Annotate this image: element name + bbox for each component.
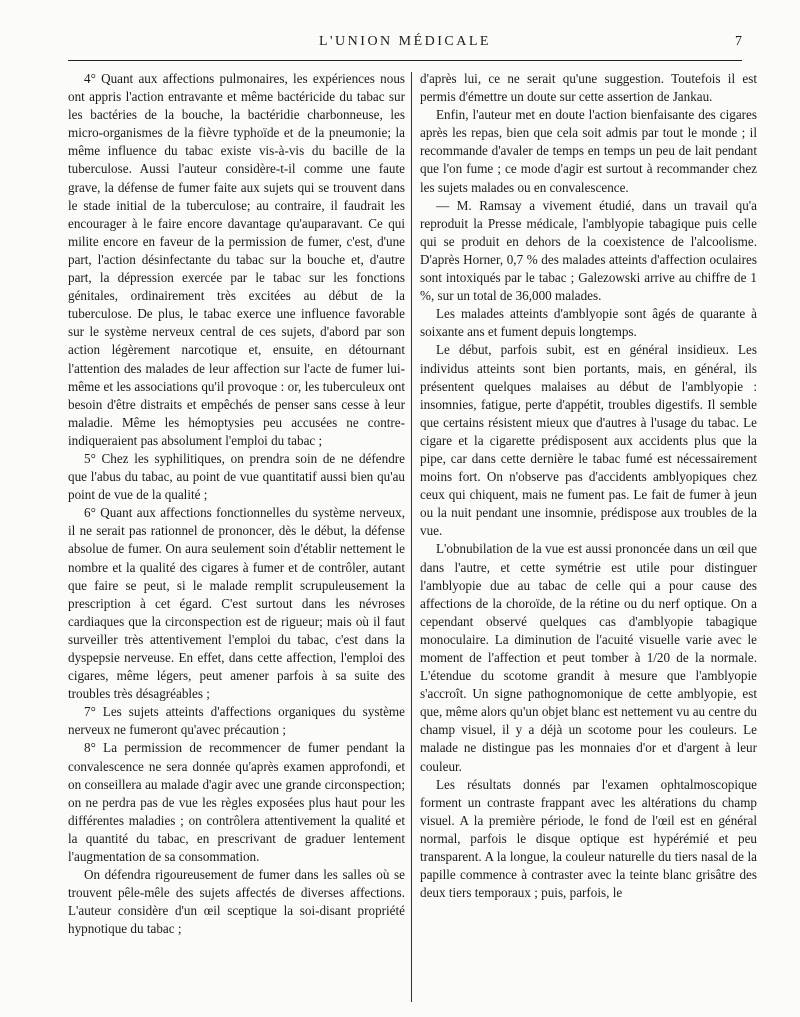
paragraph-obnubilation: L'obnubilation de la vue est aussi prononcée dans un œil que dans l'autre, et cette symétrie est utile pour distinguer l'amblyopie due au tabac de celle qui a pour cause des affections de la choroïde, de la rétine ou du nerf optique. On a cependant observé quelques cas d'amblyopie tabagique monoculaire. La diminution de l'acuité visuelle varie avec le moment de l'affection et peut tomber à 1/20 de la normale. L'étendue du scotome grandit à mesure que l'amblyopie s'accroît. Un signe pathognomonique de cette amblyopie, est que, même alors qu'un objet blanc est nettement vu au centre du champ visuel, il y a déjà un scotome pour les couleurs. Le malade ne distingue pas les monnaies d'or et d'argent à leur couleur. [420, 541, 757, 774]
paragraph-syphilitics: 5° Chez les syphilitiques, on prendra soin de ne défendre que l'abus du tabac, au point de vue quantitatif aussi bien qu'au point de vue de la qualité ; [68, 450, 405, 503]
running-title: L'UNION MÉDICALE [318, 34, 491, 49]
paragraph-cigars-after-meals: Enfin, l'auteur met en doute l'action bienfaisante des cigares après les repas, bien que cela soit admis par tout le monde ; il recommande d'avaler de temps en temps un peu de lait pendant que l'on fume ; ce mode d'agir est surtout à recommander chez les sujets malades ou en convalescence. [420, 107, 757, 195]
paragraph-continuation: d'après lui, ce ne serait qu'une suggestion. Toutefois il est permis d'émettre un doute sur cette assertion de Jankau. [420, 71, 757, 105]
paragraph-onset: Le début, parfois subit, est en général insidieux. Les individus atteints sont bien portants, mais, en général, ils présentent quelques malaises au début de l'amblyopie : insomnies, fatigue, perte d'appétit, troubles digestifs. Il semble que certains résistent mieux que d'autres à l'usage du tabac. Le cigare et la cigarette prédisposent aux accidents plus que la pipe, car dans cette dernière le tabac fumé est nécessairement moins fort. On n'observe pas d'accidents amblyopiques chez ceux qui chiquent, mais ne fument pas. Le fait de fumer à jeun ou la nuit pendant une insomnie, prédispose aux troubles de la vue. [420, 342, 757, 539]
paragraph-convalescence: 8° La permission de recommencer de fumer pendant la convalescence ne sera donnée qu'après examen approfondi, et on conseillera au malade d'agir avec une grande circonspection; on ne perdra pas de vue les règles exposées plus haut pour les différentes maladies ; on contrôlera attentivement la qualité et la quantité du tabac, en prescrivant de graduer lentement l'augmentation de sa consommation. [68, 740, 405, 865]
paragraph-organic-nervous: 7° Les sujets atteints d'affections organiques du système nerveux ne fumeront qu'avec précaution ; [68, 704, 405, 738]
paragraph-age: Les malades atteints d'amblyopie sont âgés de quarante à soixante ans et fument depuis longtemps. [420, 306, 757, 340]
column-divider [411, 72, 412, 1002]
paragraph-ophthalmoscopy: Les résultats donnés par l'examen ophtalmoscopique forment un contraste frappant avec les altérations du champ visuel. A la première période, le fond de l'œil est en général normal, parfois le disque optique est hypérémié et peu transparent. A la longue, la couleur naturelle du tiers nasal de la papille commence à contraster avec la teinte blanc grisâtre des deux tiers temporaux ; puis, parfois, le [420, 776, 757, 901]
page-number: 7 [735, 34, 742, 49]
paragraph-ramsay: — M. Ramsay a vivement étudié, dans un travail qu'a reproduit la Presse médicale, l'amblyopie tabagique puis celle qui se produit en dehors de la coexistence de l'alcoolisme. D'après Horner, 0,7 % des malades atteints d'affection oculaires sont intoxiqués par le tabac ; Galezowski arrive au chiffre de 1 %, sur un total de 36,000 malades. [420, 197, 757, 304]
header-rule [68, 60, 742, 61]
left-column [68, 70, 405, 939]
page-header [68, 34, 742, 56]
paragraph-pulmonary: 4° Quant aux affections pulmonaires, les expériences nous ont appris l'action entravante et même bactéricide du tabac sur les bactéries de la bouche, la bactéridie charbonneuse, les micro-organismes de la fièvre typhoïde et de la pneumonie; la même influence du tabac existe vis-à-vis du bacille de la tuberculose. Aussi l'auteur considère-t-il comme une faute grave, la défense de fumer faite aux sujets qui se trouvent dans le stade initial de la tuberculose; au contraire, il faudrait les encourager à le faire encore davantage qu'auparavant. Ce qui milite encore en faveur de la permission de fumer, c'est, d'une part, l'action désinfectante du tabac sur la bouche et, d'autre part, la dépression exercée par le tabac sur les fonctions génitales, ordinairement très excitées au début de la tuberculose. De plus, le tabac exerce une influence favorable sur le système nerveux central de ces sujets, d'abord par son action légèrement narcotique et, ensuite, en détournant l'attention des malades de leur affection sur l'acte de fumer lui-même et les associations qu'il provoque : or, les tuberculeux ont besoin d'être distraits et empêchés de penser sans cesse à leur maladie. Même les hémoptysies peu accusées ne contre-indiqueraient pas absolument l'emploi du tabac ; [68, 71, 405, 448]
paragraph-functional-nervous: 6° Quant aux affections fonctionnelles du système nerveux, il ne serait pas rationnel de prononcer, dès le début, la défense absolue de fumer. On aura seulement soin d'établir nettement le nombre et la qualité des cigares à fumer et de contrôler, autant que faire se peut, si le malade remplit scrupuleusement la prescription à cet égard. C'est surtout dans les névroses cardiaques que la circonspection est de rigueur; mais où il faut surveiller très attentivement l'emploi du tabac, c'est dans la dyspepsie nerveuse. En effet, dans cette affection, l'emploi des cigares, même légers, peut amener parfois à sa suite des troubles très désagréables ; [68, 505, 405, 702]
right-column [420, 70, 757, 902]
paragraph-wards: On défendra rigoureusement de fumer dans les salles où se trouvent pêle-mêle des sujets affectés de diverses affections. L'auteur considère d'un œil sceptique la soi-disant propriété hypnotique du tabac ; [68, 867, 405, 937]
